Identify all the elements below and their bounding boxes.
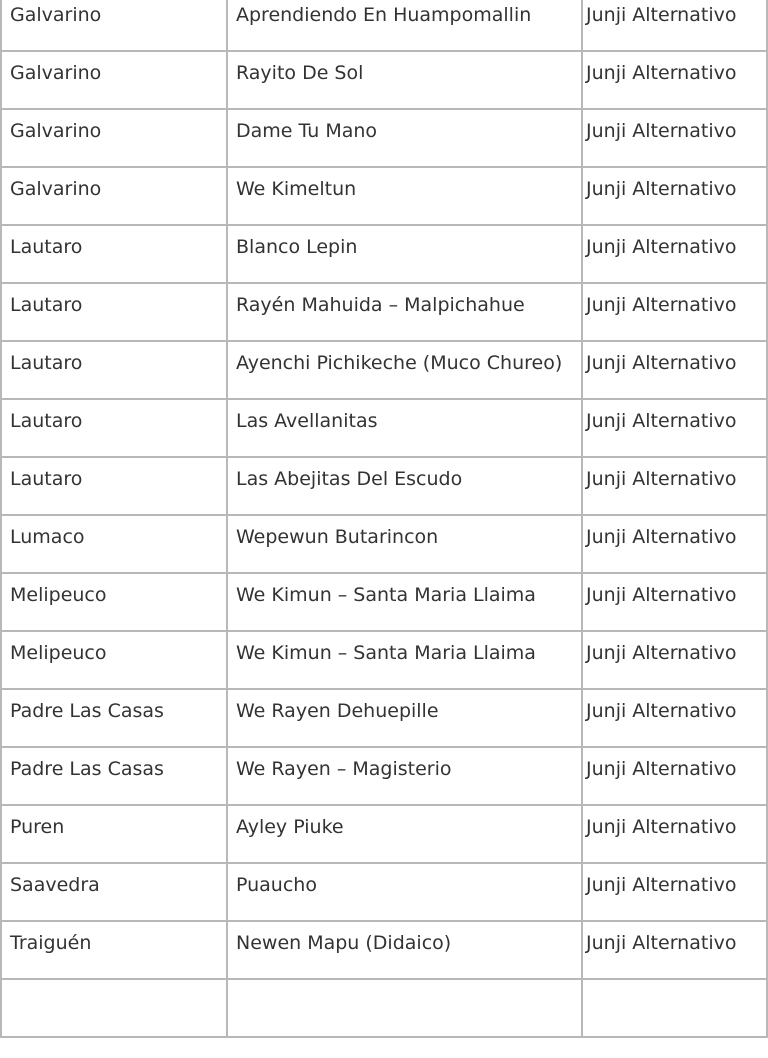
table-row xyxy=(1,863,767,921)
table-row xyxy=(1,631,767,689)
table-row xyxy=(1,747,767,805)
table-row xyxy=(1,225,767,283)
modality-cell xyxy=(582,979,767,1037)
modality-cell: Junji Alternativo xyxy=(582,167,767,225)
establishment-name-cell: Wepewun Butarincon xyxy=(227,515,582,573)
establishment-name-cell: Ayley Piuke xyxy=(227,805,582,863)
commune-cell: Melipeuco xyxy=(1,631,227,689)
establishment-name-cell: We Kimun – Santa Maria Llaima xyxy=(227,631,582,689)
table-row xyxy=(1,399,767,457)
modality-cell: Junji Alternativo xyxy=(582,631,767,689)
modality-cell: Junji Alternativo xyxy=(582,515,767,573)
establishment-name-cell: Dame Tu Mano xyxy=(227,109,582,167)
table-row xyxy=(1,0,767,51)
establishment-name-cell: We Rayen – Magisterio xyxy=(227,747,582,805)
modality-cell: Junji Alternativo xyxy=(582,399,767,457)
modality-cell: Junji Alternativo xyxy=(582,341,767,399)
establishment-name-cell: We Kimun – Santa Maria Llaima xyxy=(227,573,582,631)
table-row xyxy=(1,167,767,225)
modality-cell: Junji Alternativo xyxy=(582,689,767,747)
table-row xyxy=(1,515,767,573)
modality-cell: Junji Alternativo xyxy=(582,573,767,631)
establishment-name-cell: Las Avellanitas xyxy=(227,399,582,457)
table-row xyxy=(1,341,767,399)
commune-cell: Padre Las Casas xyxy=(1,689,227,747)
commune-cell: Lautaro xyxy=(1,225,227,283)
establishment-name-cell: Aprendiendo En Huampomallin xyxy=(227,0,582,51)
commune-cell: Lautaro xyxy=(1,399,227,457)
modality-cell: Junji Alternativo xyxy=(582,51,767,109)
table-row xyxy=(1,805,767,863)
modality-cell: Junji Alternativo xyxy=(582,805,767,863)
establishment-name-cell: Rayito De Sol xyxy=(227,51,582,109)
establishment-name-cell: Newen Mapu (Didaico) xyxy=(227,921,582,979)
commune-cell xyxy=(1,979,227,1037)
commune-cell: Lautaro xyxy=(1,283,227,341)
commune-cell: Saavedra xyxy=(1,863,227,921)
commune-cell: Lautaro xyxy=(1,341,227,399)
table-row xyxy=(1,979,767,1037)
table-row xyxy=(1,921,767,979)
table-row xyxy=(1,51,767,109)
table-row xyxy=(1,457,767,515)
commune-cell: Lautaro xyxy=(1,457,227,515)
table-row xyxy=(1,109,767,167)
modality-cell: Junji Alternativo xyxy=(582,921,767,979)
establishment-name-cell: Ayenchi Pichikeche (Muco Chureo) xyxy=(227,341,582,399)
commune-cell: Puren xyxy=(1,805,227,863)
modality-cell: Junji Alternativo xyxy=(582,863,767,921)
table-row xyxy=(1,573,767,631)
table-row xyxy=(1,283,767,341)
commune-cell: Melipeuco xyxy=(1,573,227,631)
establishment-name-cell: We Kimeltun xyxy=(227,167,582,225)
commune-cell: Galvarino xyxy=(1,109,227,167)
establishment-name-cell xyxy=(227,979,582,1037)
commune-cell: Traiguén xyxy=(1,921,227,979)
commune-cell: Galvarino xyxy=(1,0,227,51)
modality-cell: Junji Alternativo xyxy=(582,225,767,283)
modality-cell: Junji Alternativo xyxy=(582,283,767,341)
establishment-name-cell: We Rayen Dehuepille xyxy=(227,689,582,747)
establishment-name-cell: Las Abejitas Del Escudo xyxy=(227,457,582,515)
commune-cell: Galvarino xyxy=(1,167,227,225)
table-row xyxy=(1,689,767,747)
establishment-name-cell: Puaucho xyxy=(227,863,582,921)
commune-cell: Lumaco xyxy=(1,515,227,573)
commune-cell: Galvarino xyxy=(1,51,227,109)
establishment-name-cell: Blanco Lepin xyxy=(227,225,582,283)
modality-cell: Junji Alternativo xyxy=(582,0,767,51)
establishment-name-cell: Rayén Mahuida – Malpichahue xyxy=(227,283,582,341)
commune-cell: Padre Las Casas xyxy=(1,747,227,805)
modality-cell: Junji Alternativo xyxy=(582,109,767,167)
modality-cell: Junji Alternativo xyxy=(582,747,767,805)
modality-cell: Junji Alternativo xyxy=(582,457,767,515)
